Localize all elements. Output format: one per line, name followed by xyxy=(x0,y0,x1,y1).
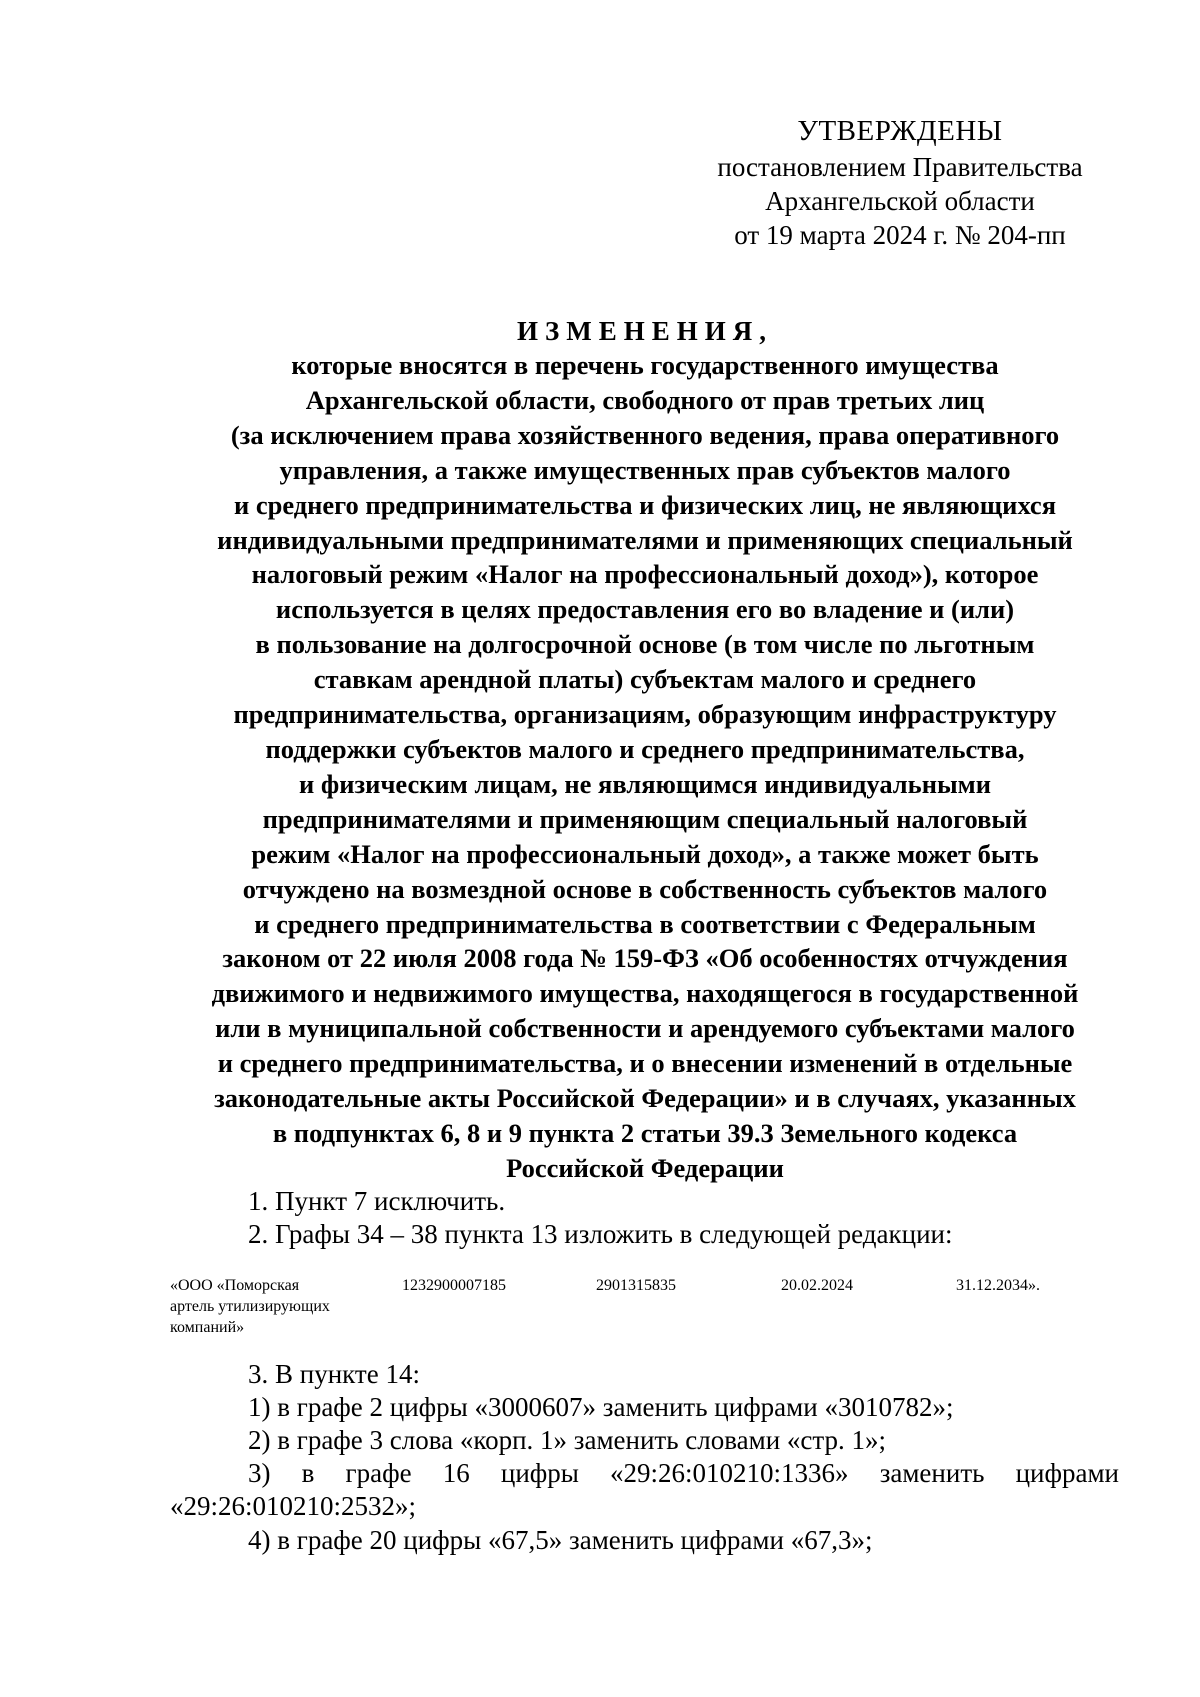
heading-line: в подпунктах 6, 8 и 9 пункта 2 статьи 39.3 Земельного кодекса xyxy=(272,1117,1018,1148)
table-cell-date-end: 31.12.2034». xyxy=(956,1277,1040,1294)
heading-line: законодательные акты Российской Федерации» и в случаях, указанных xyxy=(214,1083,1076,1114)
heading-line: используется в целях предоставления его во владение и (или) xyxy=(275,594,1015,625)
heading-line: предпринимателями и применяющим специальный налоговый xyxy=(262,803,1028,834)
heading-line: движимого и недвижимого имущества, находящегося в государственной xyxy=(211,978,1079,1009)
heading-line: в пользование на долгосрочной основе (в том числе по льготным xyxy=(255,629,1035,660)
approval-line: от 19 марта 2024 г. № 204-пп xyxy=(734,220,1066,250)
heading-line: ставкам арендной платы) субъектам малого и среднего xyxy=(313,664,977,695)
approval-stamp xyxy=(690,112,1110,252)
paragraph-item-1: 1. Пункт 7 исключить. xyxy=(248,1186,506,1216)
heading-line: и физическим лицам, не являющимся индивидуальными xyxy=(299,768,991,799)
heading-line: Российской Федерации xyxy=(506,1152,784,1183)
subparagraph-2: 2) в графе 3 слова «корп. 1» заменить словами «стр. 1»; xyxy=(248,1425,887,1455)
heading-line: и среднего предпринимательства, и о внесении изменений в отдельные xyxy=(217,1048,1073,1079)
table-cell-name-line: артель утилизирующих xyxy=(170,1298,330,1315)
heading-line: режим «Налог на профессиональный доход», а также может быть xyxy=(251,838,1039,869)
approval-line: постановлением Правительства xyxy=(717,152,1083,182)
paragraph-item-3: 3. В пункте 14: xyxy=(248,1359,420,1389)
heading-line: индивидуальными предпринимателями и применяющих специальный xyxy=(217,524,1073,555)
subparagraph-3-line-2: «29:26:010210:2532»; xyxy=(170,1491,417,1521)
heading-line: отчуждено на возмездной основе в собственность субъектов малого xyxy=(242,873,1048,904)
paragraph-item-2: 2. Графы 34 – 38 пункта 13 изложить в следующей редакции: xyxy=(248,1219,953,1249)
heading-line: Архангельской области, свободного от прав третьих лиц xyxy=(305,384,985,415)
heading-line: предпринимательства, организациям, образующим инфраструктуру xyxy=(233,699,1057,730)
document-heading xyxy=(170,314,1120,1186)
subparagraph-4: 4) в графе 20 цифры «67,5» заменить цифрами «67,3»; xyxy=(248,1525,873,1555)
table-cell-inn: 2901315835 xyxy=(596,1277,676,1294)
heading-line: или в муниципальной собственности и арендуемого субъектами малого xyxy=(215,1013,1075,1044)
subparagraph-3-line-1: 3) в графе 16 цифры «29:26:010210:1336» заменить цифрами xyxy=(248,1458,1119,1488)
table-cell-date-start: 20.02.2024 xyxy=(781,1277,853,1294)
heading-line: и среднего предпринимательства и физических лиц, не являющихся xyxy=(233,489,1057,520)
approval-line: Архангельской области xyxy=(765,186,1035,216)
table-cell-ogrn: 1232900007185 xyxy=(402,1277,506,1294)
approval-title: УТВЕРЖДЕНЫ xyxy=(797,115,1003,147)
heading-line: (за исключением права хозяйственного ведения, права оперативного xyxy=(230,419,1060,450)
heading-line: управления, а также имущественных прав субъектов малого xyxy=(279,454,1011,485)
table-cell-name xyxy=(170,1275,370,1338)
heading-line: поддержки субъектов малого и среднего предпринимательства, xyxy=(265,733,1025,764)
table-cell-name-line: «ООО «Поморская xyxy=(170,1277,300,1294)
subparagraph-1: 1) в графе 2 цифры «3000607» заменить цифрами «3010782»; xyxy=(248,1392,954,1422)
heading-line: и среднего предпринимательства в соответствии с Федеральным xyxy=(254,908,1036,939)
heading-line: налоговый режим «Налог на профессиональный доход»), которое xyxy=(251,559,1039,590)
table-cell-name-line: компаний» xyxy=(170,1319,245,1336)
heading-line: законом от 22 июля 2008 года № 159-ФЗ «Об особенностях отчуждения xyxy=(222,943,1068,974)
heading-line: которые вносятся в перечень государственного имущества xyxy=(291,350,999,380)
heading-title: ИЗМЕНЕНИЯ, xyxy=(516,316,773,346)
